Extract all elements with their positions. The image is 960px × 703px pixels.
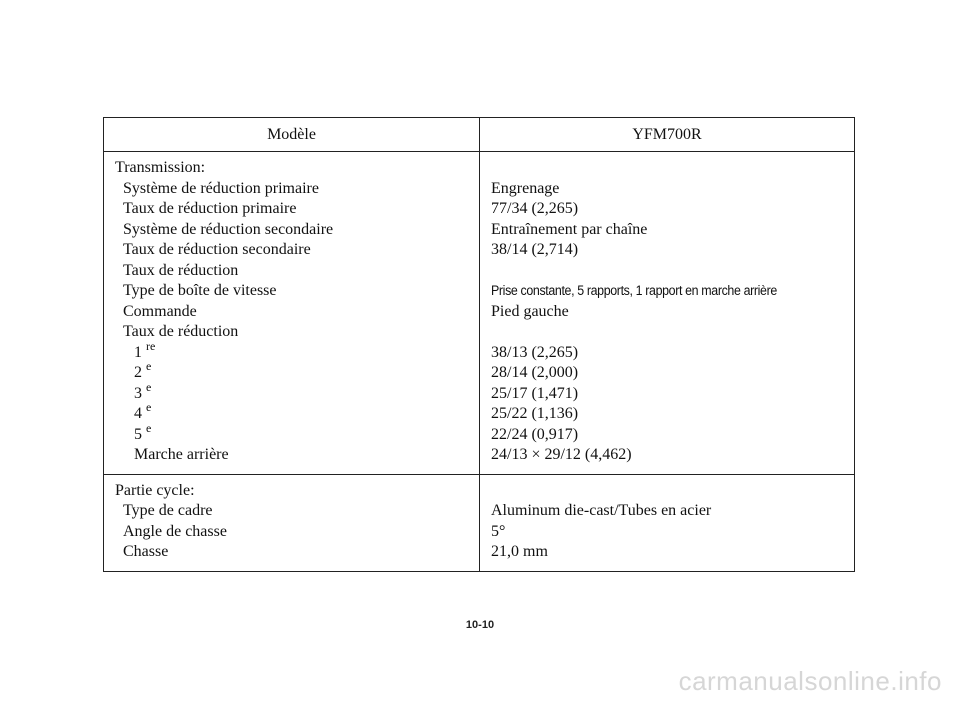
gear-label-2 — [115, 359, 479, 384]
header-model-label: Modèle — [104, 118, 480, 151]
gear-ordinal: re — [146, 338, 156, 353]
spec-value: Engrenage — [491, 179, 560, 197]
gear-label-5 — [115, 420, 479, 446]
header-model-value: YFM700R — [632, 125, 702, 143]
gear-ordinal: e — [146, 420, 152, 435]
spec-value: Aluminum die-cast/Tubes en acier — [491, 502, 712, 519]
gearbox-type-value-line — [491, 281, 854, 302]
gear-number: 1 — [134, 343, 142, 361]
spec-label: Taux de réduction — [123, 261, 239, 279]
gear-number: 3 — [134, 384, 142, 402]
gear-label-3 — [115, 379, 479, 405]
gear-number: 2 — [134, 364, 142, 381]
spec-label: Chasse — [123, 543, 169, 560]
spec-value: Pied gauche — [491, 302, 569, 320]
spec-label: Angle de chasse — [123, 522, 227, 540]
spec-label: Taux de réduction secondaire — [123, 241, 311, 258]
gear-label-1 — [115, 338, 479, 364]
transmission-section — [104, 152, 854, 475]
chassis-labels — [104, 475, 480, 571]
spec-value: Prise constante, 5 rapports, 1 rapport en marche arrière — [491, 283, 777, 298]
spec-table — [103, 117, 855, 572]
spec-value — [491, 261, 854, 282]
spacer-line — [491, 481, 854, 502]
reverse-label: Marche arrière — [134, 446, 229, 463]
gear-number: 4 — [134, 405, 142, 422]
gear-value-1: 38/13 (2,265) — [491, 343, 579, 361]
spec-label: Type de boîte de vitesse — [123, 282, 277, 299]
reverse-value: 24/13 × 29/12 (4,462) — [491, 446, 632, 463]
gear-value-4: 25/22 (1,136) — [491, 405, 579, 422]
spec-label: Commande — [123, 302, 197, 320]
gear-value-3: 25/17 (1,471) — [491, 384, 579, 402]
table-header-row — [104, 118, 854, 152]
gear-ordinal: e — [146, 400, 152, 414]
spec-value: Entraînement par chaîne — [491, 220, 648, 238]
gear-number: 5 — [134, 425, 142, 443]
chassis-values — [480, 475, 854, 571]
chassis-section — [104, 475, 854, 571]
spec-label: Taux de réduction primaire — [123, 200, 297, 217]
gear-ordinal: e — [146, 359, 152, 373]
spacer-line — [491, 158, 854, 179]
spec-value: 21,0 mm — [491, 543, 548, 560]
spec-label: Type de cadre — [123, 502, 213, 519]
transmission-labels — [104, 152, 480, 474]
spec-label: Système de réduction primaire — [123, 179, 319, 197]
spec-value: 77/34 (2,265) — [491, 200, 579, 217]
watermark: carmanualsonline.info — [678, 666, 942, 696]
page-number: 10-10 — [465, 619, 495, 631]
transmission-title: Transmission: — [115, 159, 206, 176]
transmission-values — [480, 152, 854, 474]
gear-value-5: 22/24 (0,917) — [491, 425, 579, 443]
gear-ordinal: e — [146, 379, 152, 394]
chassis-title: Partie cycle: — [115, 481, 195, 499]
gear-label-4 — [115, 400, 479, 425]
spec-value: 5° — [491, 522, 506, 540]
spec-value — [491, 322, 854, 343]
gear-value-2: 28/14 (2,000) — [491, 364, 579, 381]
spec-value: 38/14 (2,714) — [491, 241, 579, 258]
spec-label: Système de réduction secondaire — [123, 220, 334, 238]
spec-label: Taux de réduction — [123, 323, 239, 340]
